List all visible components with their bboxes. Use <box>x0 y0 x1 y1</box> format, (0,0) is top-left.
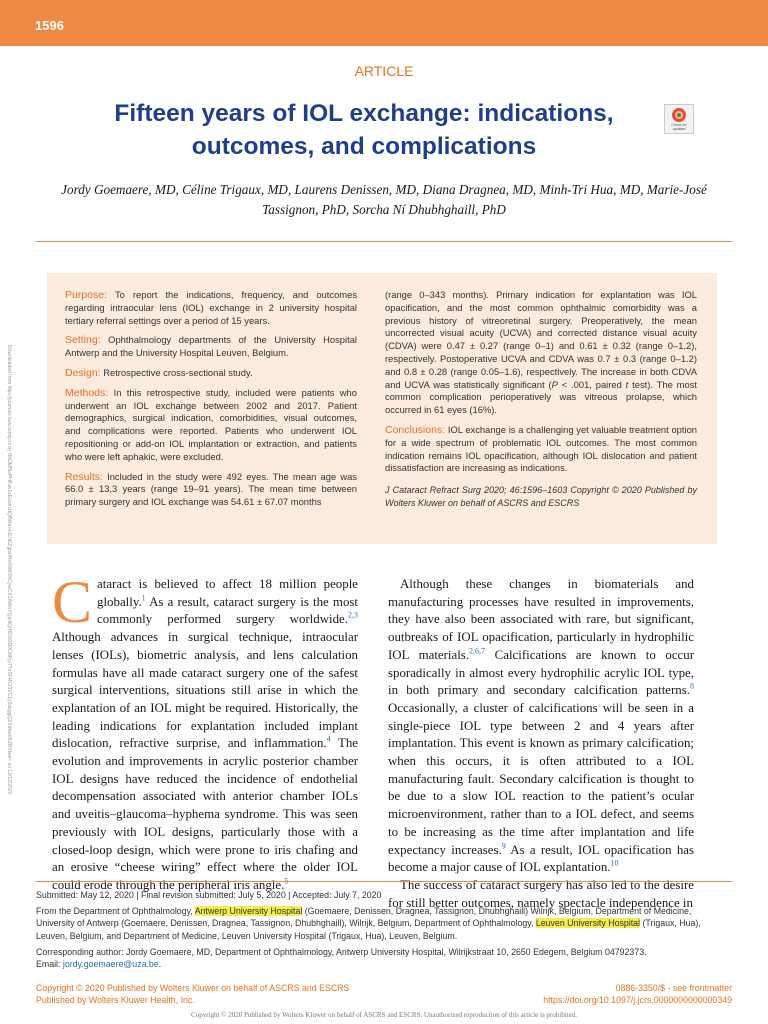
results-text-continued-2: < .001, paired <box>557 378 626 390</box>
affiliations <box>36 905 732 942</box>
doi-block <box>543 982 732 1006</box>
copyright-block <box>36 982 349 1006</box>
abstract-box <box>47 273 717 544</box>
highlighted-text[interactable]: Antwerp University Hospital <box>194 906 303 917</box>
citation-link[interactable]: 1 <box>141 593 146 603</box>
abstract-results <box>65 471 357 509</box>
header-divider <box>36 241 732 242</box>
setting-heading: Setting: <box>65 334 101 347</box>
citation-link[interactable]: 4 <box>326 735 331 745</box>
body-left-column <box>52 569 359 895</box>
submission-dates: Submitted: May 12, 2020 | Final revision submitted: July 5, 2020 | Accepted: July 7, 2020 <box>36 890 382 900</box>
drop-cap: C <box>52 569 93 635</box>
badge-label: Check for updates <box>671 123 687 131</box>
citation-link[interactable]: 9 <box>501 841 506 851</box>
body-text: Although advances in surgical technique, intraocular lenses (IOLs), biometric analysis, and lens calculation formulas have all made cataract surgery one of the safest surgical interventions, situations still arise in which the explantation of an IOL might be required. Historically, the leading indications for explantation included implant dislocation, refractive surprise, and inflammation. <box>52 630 358 751</box>
top-bar <box>0 0 768 46</box>
results-heading: Results: <box>65 470 103 483</box>
article-title: Fifteen years of IOL exchange: indications, outcomes, and complications <box>114 100 614 160</box>
email-link[interactable]: jordy.goemaere@uza.be <box>62 959 159 970</box>
design-text: Retrospective cross-sectional study. <box>103 366 253 378</box>
email-label: Email: <box>36 959 63 970</box>
abstract-methods <box>65 387 357 464</box>
body-paragraph: The success of cataract surgery has also led to the desire for still better outcomes, namely spectacle independence in <box>388 877 694 910</box>
doi-link[interactable]: https://doi.org/10.1097/j.jcrs.0000000000000349 <box>543 995 732 1005</box>
copyright-line: Copyright © 2020 Published by Wolters Kluwer on behalf of ASCRS and ESCRS <box>36 983 350 993</box>
reproduction-notice: Copyright © 2020 Published by Wolters Kluwer on behalf of ASCRS and ESCRS. Unauthorized reproduction of this article is prohibited. <box>191 1011 577 1019</box>
abstract-purpose <box>65 289 357 327</box>
email-end: . <box>158 959 162 970</box>
p-value-symbol: P <box>551 378 558 390</box>
download-watermark: Downloaded from http://journals.lww.com/jcrs by BhDMf5ePHKav1zEoum1tQfN4a+kJLhEZgbsIHo4XMi0hCywCX1AWnYQp/IlQrHD3i3D0OdRyi7TvSFl4Cf3VC1y0abggQZXdtwnfKZBYtws= on 12/12/2020 <box>6 345 12 795</box>
abstract-design <box>65 367 357 380</box>
section-label: ARTICLE <box>354 63 414 79</box>
methods-heading: Methods: <box>65 386 109 399</box>
corresponding-author <box>36 946 732 970</box>
setting-text: Ophthalmology departments of the University Hospital Antwerp and the University Hospital Leuven, Belgium. <box>65 334 357 359</box>
affiliation-text: (Goemaere, Denissen, Dragnea, Tassignon, Dhubhghaill) Wilrijk, Belgium, Department of Medicine, University of Antwerp (Goemaere, Denissen, Dragnea, Tassignon, Dhubhghaill), Wilrijk, Belgium, Department of Ophthalmology, <box>36 906 692 929</box>
affiliation-text: From the Department of Ophthalmology, <box>36 906 195 917</box>
check-for-updates-badge[interactable] <box>664 104 694 134</box>
citation-link[interactable]: 2,3 <box>348 611 358 621</box>
body-text: Occasionally, a cluster of calcifications will be seen in a single-piece IOL type between 2 and 4 years after implantation. This event is known as primary calcification; when this occurs, it is often attributed to a IOL manufacturing fault. Secondary calcification is thought to be due to a slow IOL reaction to the patient’s ocular microenvironment, rather than to a IOL defect, and seems to be increasing as the time after implantation and life expectancy increases. <box>388 700 694 857</box>
design-heading: Design: <box>65 366 101 379</box>
conclusions-heading: Conclusions: <box>385 423 446 436</box>
abstract-left-column <box>65 289 357 516</box>
highlighted-text[interactable]: Leuven University Hospital <box>535 918 641 929</box>
abstract-setting <box>65 334 357 360</box>
journal-citation: J Cataract Refract Surg 2020; 46:1596–1603 Copyright © 2020 Published by Wolters Kluwer on behalf of ASCRS and ESCRS <box>385 485 697 508</box>
abstract-right-column <box>385 289 697 516</box>
purpose-heading: Purpose: <box>65 289 108 301</box>
body-text: Calcifications are known to occur sporadically in almost every hydrophilic acrylic IOL type, in both primary and secondary calcification patterns. <box>388 647 695 698</box>
conclusions-text: IOL exchange is a challenging yet valuable treatment option for a wide spectrum of problematic IOL outcomes. The most common indication remains IOL opacification, although IOL dislocation and patient dissatisfaction are increasing as indications. <box>385 423 697 474</box>
affiliation-text: (Trigaux, Hua), Leuven, Belgium, and Department of Medicine, Leuven University Hospital (Trigaux, Hua), Leuven, Belgium. <box>36 918 701 941</box>
corresponding-text: Corresponding author: Jordy Goemaere, MD, Department of Ophthalmology, Antwerp University Hospital, Wilrijkstraat 10, 2650 Edegem, Belgium 04792373. <box>36 946 647 957</box>
author-list: Jordy Goemaere, MD, Céline Trigaux, MD, Laurens Denissen, MD, Diana Dragnea, MD, Minh-Tri Hua, MD, Marie-José Tassignon, PhD, Sorcha Ní Dhubhghaill, PhD <box>61 182 707 217</box>
body-text: The evolution and improvements in acrylic posterior chamber IOL designs have reduced the incidence of endothelial decompensation associated with anterior chamber IOLs and uveitis–glaucoma–hyphema syndrome. This was seen previously with IOL designs, particularly those with a closed-loop design, which were prone to iris chafing and an erosive “cheese wiring” effect where the older IOL could erode through the peripheral iris angle. <box>52 736 359 892</box>
body-text: Although these changes in biomaterials and manufacturing processes have resulted in improvements, they have also been associated with rare, but significant, outbreaks of IOL opacification, particularly in hydrophilic IOL materials. <box>388 577 694 662</box>
t-test-symbol: t <box>625 378 629 390</box>
citation-link[interactable]: 10 <box>610 858 619 868</box>
body-text: As a result, IOL opacification has become a major cause of IOL explantation. <box>388 842 694 875</box>
body-text: ataract is believed to affect 18 million people globally. <box>97 577 358 609</box>
issn-line: 0886-3350/$ - see frontmatter <box>615 983 732 993</box>
body-text: As a result, cataract surgery is the most commonly performed surgery worldwide. <box>97 594 358 627</box>
results-text-continued-3: test). The most common complication perioperatively was vitreous prolapse, which occurred in 61 eyes (16%). <box>385 378 697 416</box>
purpose-text: To report the indications, frequency, and outcomes regarding intraocular lens (IOL) exchange in 2 university hospital tertiary referral settings over a period of 15 years. <box>65 289 358 326</box>
intro-paragraph <box>52 569 359 895</box>
citation-link[interactable]: 8 <box>690 681 694 691</box>
citation-link[interactable]: 5 <box>284 876 289 886</box>
body-paragraph <box>388 576 694 877</box>
body-right-column <box>388 576 694 912</box>
abstract-conclusions <box>385 424 697 475</box>
results-text-continued: (range 0–343 months). Primary indication for explantation was IOL opacification, and the most common ophthalmic comorbidity was a previous history of vitreoretinal surgery. Preoperatively, the mean uncorrected visual acuity (UCVA) and corrected distance visual acuity (CDVA) were 0.47 ± 0.27 (range 0–1) and 0.61 ± 0.32 (range 0–1.2), respectively. Postoperative UCVA and CDVA was 0.7 ± 0.3 (range 0–1.2) and 0.8 ± 0.28 (range 0.05–1.6), respectively. The increase in both CDVA and UCVA was statistically significant ( <box>385 289 697 390</box>
publisher-line: Published by Wolters Kluwer Health, Inc. <box>36 995 195 1005</box>
citation-link[interactable]: 2,6,7 <box>469 646 486 656</box>
footnotes <box>36 881 732 974</box>
abstract-results-continued <box>385 289 697 417</box>
results-text: Included in the study were 492 eyes. The mean age was 66.0 ± 13.3 years (range 19–91 years). The mean time between primary surgery and IOL exchange was 54.61 ± 67.07 months <box>65 470 357 508</box>
page-number: 1596 <box>35 18 64 33</box>
methods-text: In this retrospective study, included were patients who underwent an IOL exchange between 2002 and 2017. Patient demographics, surgical indication, comorbidities, visual outcomes, and complications were reported. Patients who underwent IOL repositioning or add-on IOL implantation or extraction, and patients who were left aphakic, were excluded. <box>65 386 357 462</box>
